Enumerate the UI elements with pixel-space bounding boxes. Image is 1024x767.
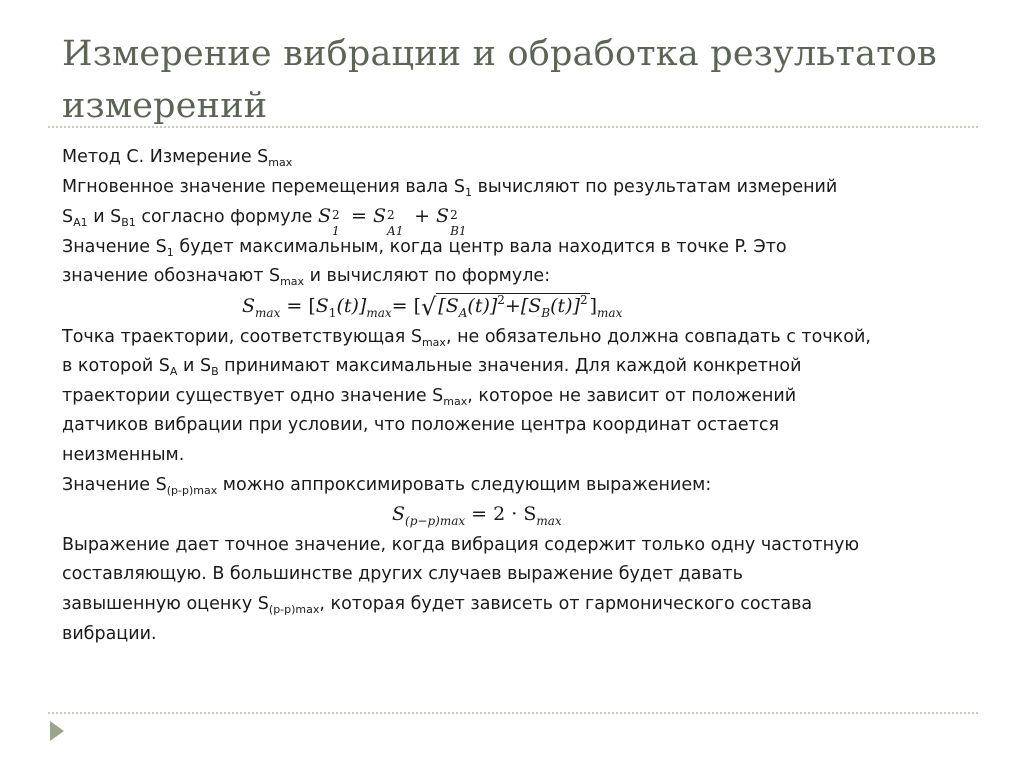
paragraph-2-line-2: значение обозначают $S_{max}$ и вычисляют по формуле: <box>62 266 551 289</box>
paragraph-5-line-2: составляющую. В большинстве других случаев выражение будет давать <box>62 564 743 585</box>
method-heading: Метод С. Измерение $S_{max}$ <box>62 147 293 169</box>
paragraph-4: Значение $S_{(p-p)max}$ можно аппроксимировать следующим выражением: <box>62 474 712 497</box>
paragraph-1-line-2: $S_{A1}$ и $S_{B1}$ согласно формуле S 2 1 = S 2 A1 + S 2 B1 <box>62 202 997 233</box>
paragraph-3-line-5: неизменным. <box>62 444 185 465</box>
paragraph-3-line-2: в которой $S_A$ и $S_B$ принимают максимальные значения. Для каждой конкретной <box>62 356 802 379</box>
paragraph-5-line-3: завышенную оценку $S_{(p-p)max}$, которая будет зависеть от гармонического состава <box>62 593 813 616</box>
bottom-divider <box>48 712 978 714</box>
top-divider <box>48 126 978 128</box>
slide-body <box>62 143 997 649</box>
paragraph-3: Точка траектории, соответствующая $S_{max}$, не обязательно должна совпадать с точкой, <box>62 326 871 349</box>
paragraph-1: Мгновенное значение перемещения вала $S_1$ вычисляют по результатам измерений <box>62 176 838 199</box>
triangle-arrow-icon <box>50 721 64 741</box>
formula-3: $S_{(p-p)max} = 2 \cdot S_{max}$ <box>392 503 562 529</box>
formula-2: $S_{max} = [S_1(t)]_{max}=$ [√ $[S_A(t)]^2+[S_B(t)]^2$ ]$_{max}$ <box>242 292 623 321</box>
paragraph-3-line-3: траектории существует одно значение $S_{max}$, которое не зависит от положений <box>62 385 797 408</box>
formula-1: S 2 1 = S 2 A1 + S 2 B1 <box>317 205 467 239</box>
paragraph-5: Выражение дает точное значение, когда вибрация содержит только одну частотную <box>62 534 860 555</box>
paragraph-3-line-4: датчиков вибрации при условии, что положение центра координат остается <box>62 415 780 436</box>
paragraph-5-line-4: вибрации. <box>62 623 157 644</box>
slide-title: Измерение вибрации и обработка результатов измерений <box>62 34 937 126</box>
paragraph-2: Значение $S_1$ будет максимальным, когда центр вала находится в точке P. Это <box>62 236 787 259</box>
